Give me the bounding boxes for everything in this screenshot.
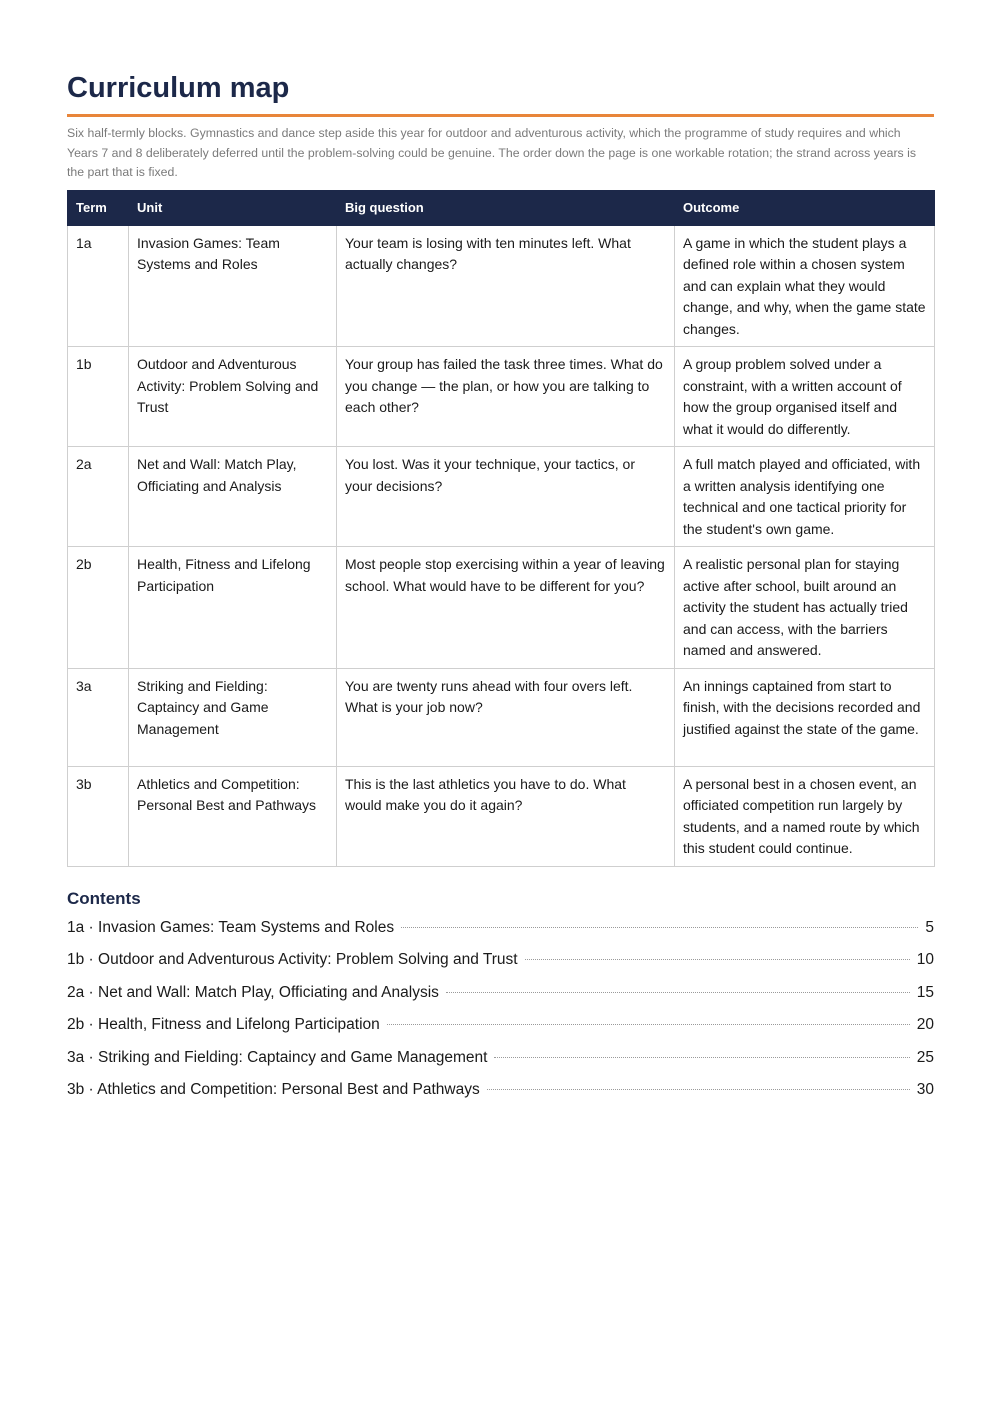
unit-cell: Invasion Games: Team Systems and Roles: [129, 225, 337, 347]
table-header-row: [68, 190, 935, 225]
table-row: [68, 766, 935, 866]
table-row: [68, 347, 935, 447]
toc-entry-label: 1a · Invasion Games: Team Systems and Roles: [67, 918, 395, 936]
toc-entry-label: 3b · Athletics and Competition: Personal Best and Pathways: [67, 1081, 480, 1099]
question-cell: You are twenty runs ahead with four overs left. What is your job now?: [337, 668, 675, 766]
term-cell: 2a: [68, 447, 129, 547]
outcome-cell: An innings captained from start to finish, with the decisions recorded and justified against the state of the game.: [675, 668, 935, 766]
table-row: [68, 668, 935, 766]
outcome-cell: A personal best in a chosen event, an officiated competition run largely by students, and a named route by which this student could continue.: [675, 766, 935, 866]
table-of-contents: [67, 917, 934, 1113]
toc-entry[interactable]: [67, 949, 934, 982]
toc-entry[interactable]: [67, 917, 934, 950]
title-underline: [67, 114, 934, 117]
toc-dot-leader: [487, 1089, 910, 1090]
toc-page-number: 15: [916, 983, 934, 1001]
toc-dot-leader: [525, 959, 910, 960]
unit-cell: Outdoor and Adventurous Activity: Problem Solving and Trust: [129, 347, 337, 447]
toc-page-number: 5: [925, 918, 934, 936]
outcome-cell: A game in which the student plays a defined role within a chosen system and can explain what they would change, and why, when the game state changes.: [675, 225, 935, 347]
toc-page-number: 10: [916, 951, 934, 969]
question-cell: Your team is losing with ten minutes left. What actually changes?: [337, 225, 675, 347]
toc-dot-leader: [446, 992, 910, 993]
toc-dot-leader: [401, 927, 918, 928]
outcome-cell: A realistic personal plan for staying active after school, built around an activity the student has actually tried and can access, with the barriers named and answered.: [675, 547, 935, 669]
intro-paragraph: Six half-termly blocks. Gymnastics and dance step aside this year for outdoor and adventurous activity, which the programme of study requires and which Years 7 and 8 deliberately deferred until the problem-solving could be genuine. The order down the page is one workable rotation; the strand across years is the part that is fixed.: [67, 126, 917, 179]
table-row: [68, 547, 935, 669]
toc-entry[interactable]: [67, 1079, 934, 1112]
page-title: Curriculum map: [67, 72, 290, 104]
unit-cell: Health, Fitness and Lifelong Participation: [129, 547, 337, 669]
unit-cell: Athletics and Competition: Personal Best and Pathways: [129, 766, 337, 866]
toc-entry-label: 3a · Striking and Fielding: Captaincy and Game Management: [67, 1048, 488, 1066]
toc-page-number: 30: [916, 1081, 934, 1099]
column-header-term: Term: [68, 190, 129, 225]
table-row: [68, 225, 935, 347]
question-cell: Your group has failed the task three times. What do you change — the plan, or how you are talking to each other?: [337, 347, 675, 447]
outcome-cell: A group problem solved under a constraint, with a written account of how the group organised itself and what it would do differently.: [675, 347, 935, 447]
toc-entry-label: 2b · Health, Fitness and Lifelong Participation: [67, 1016, 380, 1034]
toc-dot-leader: [387, 1024, 910, 1025]
outcome-cell: A full match played and officiated, with a written analysis identifying one technical and one tactical priority for the student's own game.: [675, 447, 935, 547]
question-cell: This is the last athletics you have to do. What would make you do it again?: [337, 766, 675, 866]
toc-entry[interactable]: [67, 1047, 934, 1080]
toc-page-number: 20: [916, 1016, 934, 1034]
toc-entry[interactable]: [67, 1014, 934, 1047]
term-cell: 3b: [68, 766, 129, 866]
contents-heading: Contents: [67, 888, 141, 908]
table-row: [68, 447, 935, 547]
curriculum-table: [67, 190, 935, 867]
toc-dot-leader: [494, 1057, 909, 1058]
unit-cell: Net and Wall: Match Play, Officiating and Analysis: [129, 447, 337, 547]
unit-cell: Striking and Fielding: Captaincy and Game Management: [129, 668, 337, 766]
term-cell: 3a: [68, 668, 129, 766]
column-header-unit: Unit: [129, 190, 337, 225]
term-cell: 1a: [68, 225, 129, 347]
column-header-big-question: Big question: [337, 190, 675, 225]
term-cell: 1b: [68, 347, 129, 447]
toc-entry-label: 1b · Outdoor and Adventurous Activity: Problem Solving and Trust: [67, 951, 518, 969]
question-cell: Most people stop exercising within a year of leaving school. What would have to be different for you?: [337, 547, 675, 669]
question-cell: You lost. Was it your technique, your tactics, or your decisions?: [337, 447, 675, 547]
toc-page-number: 25: [916, 1048, 934, 1066]
column-header-outcome: Outcome: [675, 190, 935, 225]
term-cell: 2b: [68, 547, 129, 669]
toc-entry-label: 2a · Net and Wall: Match Play, Officiating and Analysis: [67, 983, 439, 1001]
toc-entry[interactable]: [67, 982, 934, 1015]
